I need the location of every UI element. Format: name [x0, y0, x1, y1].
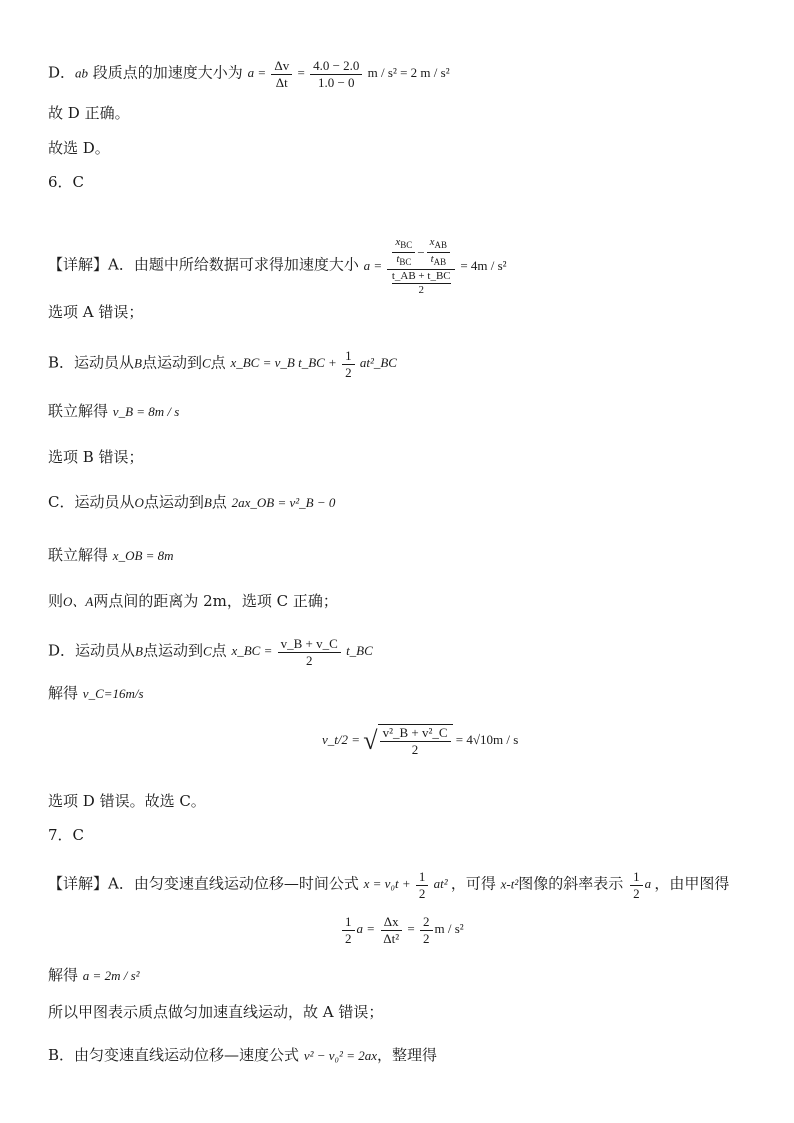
- d-correct: 故 D 正确。: [48, 104, 130, 122]
- q6-d-line: D．运动员从B点运动到C点 x_BC = $\frac{v\_B + v\_C}{2}$ t_BC: [48, 636, 373, 668]
- text: 段质点的加速度大小为: [88, 63, 248, 82]
- equation: 2ax_OB = v²_B − 0: [231, 495, 336, 510]
- segment-label: ab: [75, 65, 89, 81]
- sqrt: √ $\frac{\text{v²\_B + v²\_C}}{2}$: [363, 724, 452, 758]
- equation: a = $\frac{\Delta v}{\Delta t}$ = $\frac{4.0 - 2.0}{1.0 - 0}$ m / s² = 2 m / s²: [247, 58, 450, 90]
- q6-d-wrong: 选项 D 错误。故选 C。: [48, 792, 206, 810]
- q6-d-solve: 解得 v_C=16m/s: [48, 684, 144, 702]
- question-7-heading: 7．C: [48, 826, 85, 844]
- choose-d: 故选 D。: [48, 139, 110, 157]
- q6-a-wrong: 选项 A 错误；: [48, 303, 144, 321]
- q6-c-solve: 联立解得 x_OB = 8m: [48, 546, 174, 564]
- equation: a = $\frac{x_{BC}}{t_{BC}}$ − $\frac{x_{AB}}{t_{AB}}$ t_AB + t_BC 2 = 4m / s²: [363, 236, 507, 297]
- option-label: D．: [48, 63, 76, 82]
- equation: x_BC = $\frac{v\_B + v\_C}{2}$ t_BC: [231, 636, 373, 668]
- q6-b-solve: 联立解得 v_B = 8m / s: [48, 402, 180, 420]
- equation: x_BC = v_B t_BC + $\frac{1}{2}$ at²_BC: [230, 348, 397, 380]
- compound-fraction: $\frac{x_{BC}}{t_{BC}}$ − $\frac{x_{AB}}{t_{AB}}$ t_AB + t_BC 2: [387, 236, 455, 297]
- q7-a-line: 【详解】A．由匀变速直线运动位移—时间公式 x = v₀t + $\frac{1}{2}$ at² ，可得 x-t²图像的斜率表示 $\frac{1}{2}$ a ，由甲图得: [48, 869, 730, 901]
- q6-b-line: B．运动员从B点运动到C点 x_BC = v_B t_BC + $\frac{1}{2}$ at²_BC: [48, 348, 397, 380]
- fraction: $\frac{\Delta v}{\Delta t}$: [271, 58, 292, 91]
- q7-a-wrong: 所以甲图表示质点做匀加速直线运动，故 A 错误；: [48, 1003, 384, 1021]
- q6-d-center-equation: v_t/2 = √ $\frac{\text{v²\_B + v²\_C}}{2}$ = 4√10m / s: [322, 725, 519, 757]
- q6-c-line: C．运动员从O点运动到B点 2ax_OB = v²_B − 0: [48, 493, 336, 511]
- q6-a-line: 【详解】A．由题中所给数据可求得加速度大小 a = $\frac{x_{BC}}{t_{BC}}$ − $\frac{x_{AB}}{t_{AB}}$ t_AB + t_BC 2 = 4m / s²: [48, 236, 507, 297]
- q7-center-equation: $\frac{1}{2}$ a = $\frac{\Delta x}{\text{Δt²}}$ = $\frac{2}{2}$ m / s²: [340, 914, 464, 947]
- question-6-heading: 6．C: [48, 173, 85, 191]
- q7-solve: 解得 a = 2m / s²: [48, 966, 140, 984]
- q7-b-line: B．由匀变速直线运动位移—速度公式 v² − v₀² = 2ax，整理得: [48, 1046, 437, 1064]
- fraction: $\frac{4.0 - 2.0}{1.0 - 0}$: [310, 58, 362, 91]
- q6-c-distance: 则O、A两点间的距离为 2m，选项 C 正确；: [48, 592, 338, 610]
- answer-d-line: [48, 58, 450, 91]
- q6-b-wrong: 选项 B 错误；: [48, 448, 144, 466]
